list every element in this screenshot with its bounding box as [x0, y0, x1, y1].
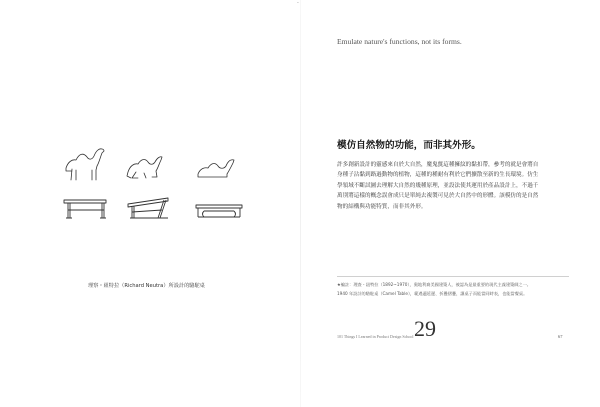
body-line: 學領域不斷試圖去理解大自然的幾種原理，並設法使其運用於產品設計上，不過千	[337, 182, 539, 189]
section-heading: 模仿自然物的功能，而非其外形。	[337, 140, 481, 151]
running-footer-title: 101 Things I Learned in Product Design School	[337, 334, 414, 339]
table-folded-drawing	[196, 205, 242, 217]
body-line: 身種子沾黏到路過動物的植物，這種的種耐有利於它們擴散至新的生長環境。仿生	[337, 172, 539, 179]
body-line: 萬別將這樣的概念誤會成只是單純去複製可見於大自然中的形體。該模仿的是自然	[337, 193, 539, 200]
camel-table-illustration	[58, 138, 258, 226]
table-folding-drawing	[128, 198, 168, 218]
body-line: 物的結構與功能特質，而非其外形。	[337, 203, 427, 210]
chapter-number: 29	[414, 316, 436, 341]
page-number: 67	[558, 334, 563, 339]
camel-standing-drawing	[66, 149, 104, 180]
camel-resting-drawing	[198, 160, 234, 177]
top-mark: ·	[297, 0, 299, 7]
epigraph: Emulate nature's functions, not its forms.	[337, 37, 462, 46]
body-line: 許多創新設計的靈感來自於大自然，魔鬼氈這種擁紋的黏扣帶，參考的就是會將自	[337, 162, 539, 168]
footnote-line: ★編註：理查・紐特拉（1892~1970），奧地利裔美國建築人，被認為是最重要的現代主義建築師之一。	[337, 282, 531, 287]
footnote-line: 1940 年設計的駱駝桌（Camel Table），範遇適延遲、折疊摺疊，讓桌子而能當同時表，也能當餐桌。	[337, 290, 528, 296]
footnote-divider	[337, 276, 569, 277]
page-gutter	[300, 0, 301, 407]
figure-caption: 理察・紐特拉（Richard Neutra）所設計的駱駝桌	[88, 283, 205, 289]
camel-lowering-drawing	[127, 157, 162, 178]
table-unfolded-drawing	[64, 200, 106, 218]
body-text	[337, 160, 569, 212]
footnote	[337, 281, 569, 298]
